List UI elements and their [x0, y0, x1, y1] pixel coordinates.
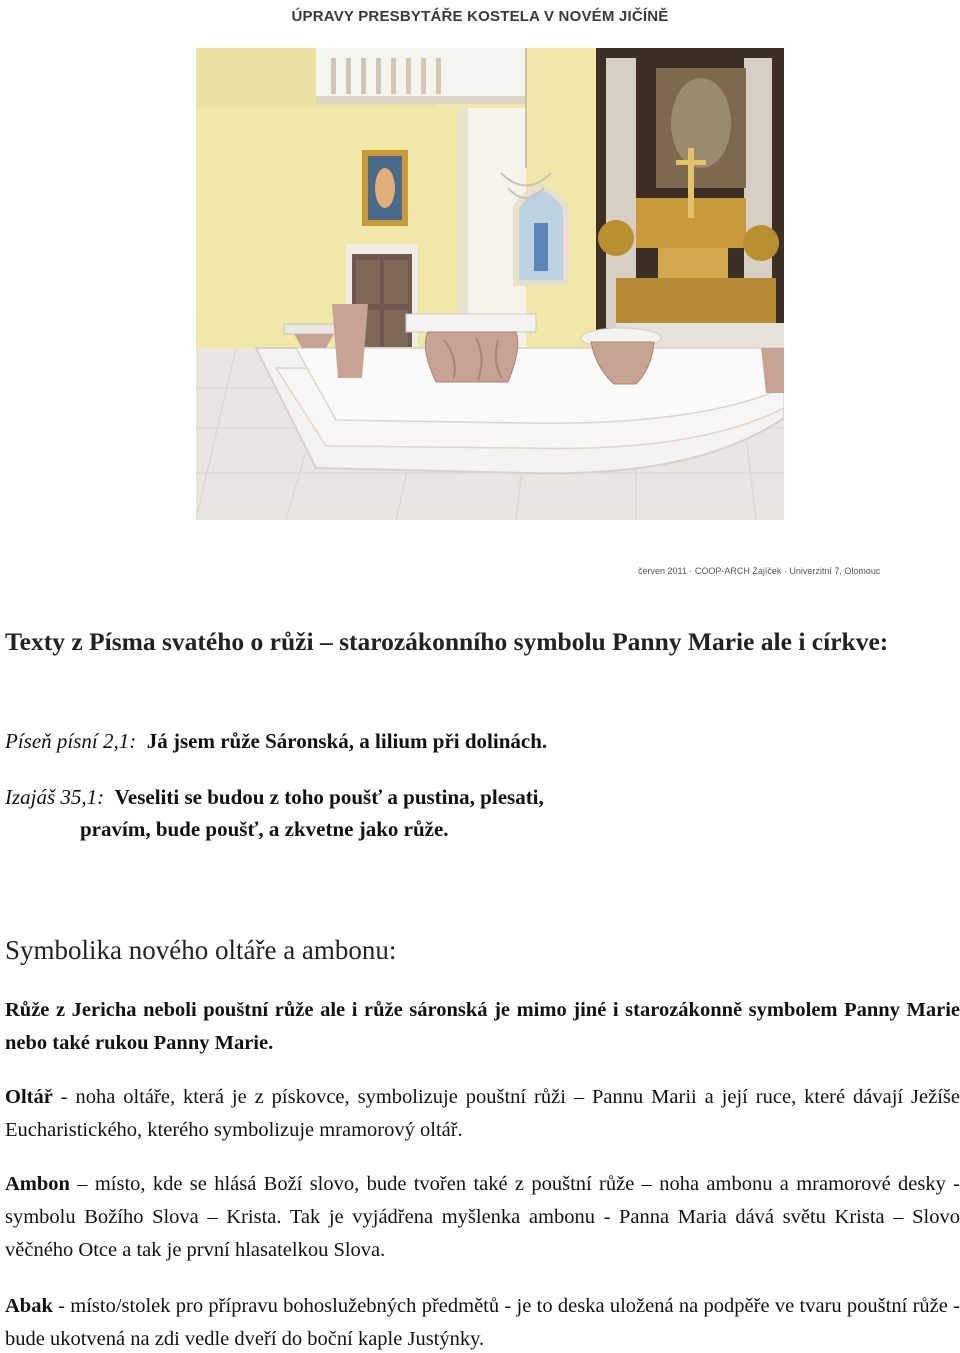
altar-text: - noha oltáře, která je z pískovce, symbolizuje pouštní růži – Pannu Marii a její ruce, které dávají Ježíše Eucharistického, kterého symbolizuje mramorový oltář. [5, 1086, 960, 1141]
page-header: ÚPRAVY PRESBYTÁŘE KOSTELA V NOVÉM JIČÍNĚ [291, 8, 669, 25]
verse-1-reference: Píseň písní 2,1: [5, 729, 137, 753]
presbytery-render-image [196, 48, 784, 520]
ambo-term: Ambon [5, 1173, 70, 1195]
altar-term: Oltář [5, 1086, 53, 1108]
section-1-heading: Texty z Písma svatého o růži – starozákonního symbolu Panny Marie ale i církve: [5, 627, 889, 656]
ambo-description [5, 1168, 960, 1267]
verse-2-reference: Izajáš 35,1: [5, 785, 105, 809]
section-2-heading: Symbolika nového oltáře a ambonu: [5, 935, 397, 965]
church-interior-illustration [196, 48, 784, 520]
image-credit: červen 2011 · COOP-ARCH Zajíček · Univerzitní 7, Olomouc [638, 566, 881, 576]
verse-2-text: Veseliti se budou z toho poušť a pustina, plesati, [114, 785, 544, 809]
abak-description [5, 1290, 960, 1353]
rose-symbol-intro: Růže z Jericha neboli pouštní růže ale i růže sáronská je mimo jiné i starozákonně symbolem Panny Marie nebo také rukou Panny Marie. [5, 999, 960, 1054]
ambo-text: – místo, kde se hlásá Boží slovo, bude tvořen také z pouštní růže – noha ambonu a mramorové desky - symbolu Božího Slova – Krista. Tak je vyjádřena myšlenka ambonu - Panna Maria dává světu Krista – Slovo věčného Otce a tak je první hlasatelkou Slova. [5, 1173, 960, 1261]
altar-description [5, 1081, 960, 1147]
verse-1 [5, 726, 960, 756]
verse-1-text: Já jsem růže Sáronská, a lilium při dolinách. [146, 729, 548, 753]
verse-2-continuation [80, 814, 780, 844]
abak-term: Abak [5, 1295, 53, 1317]
abak-text: - místo/stolek pro přípravu bohoslužebných předmětů - je to deska uložená na podpěře ve tvaru pouštní růže - bude ukotvená na zdi vedle dveří do boční kaple Justýnky. [5, 1295, 960, 1350]
verse-2 [5, 782, 960, 812]
verse-2-text-continued: pravím, bude poušť, a zkvetne jako růže. [80, 817, 449, 841]
